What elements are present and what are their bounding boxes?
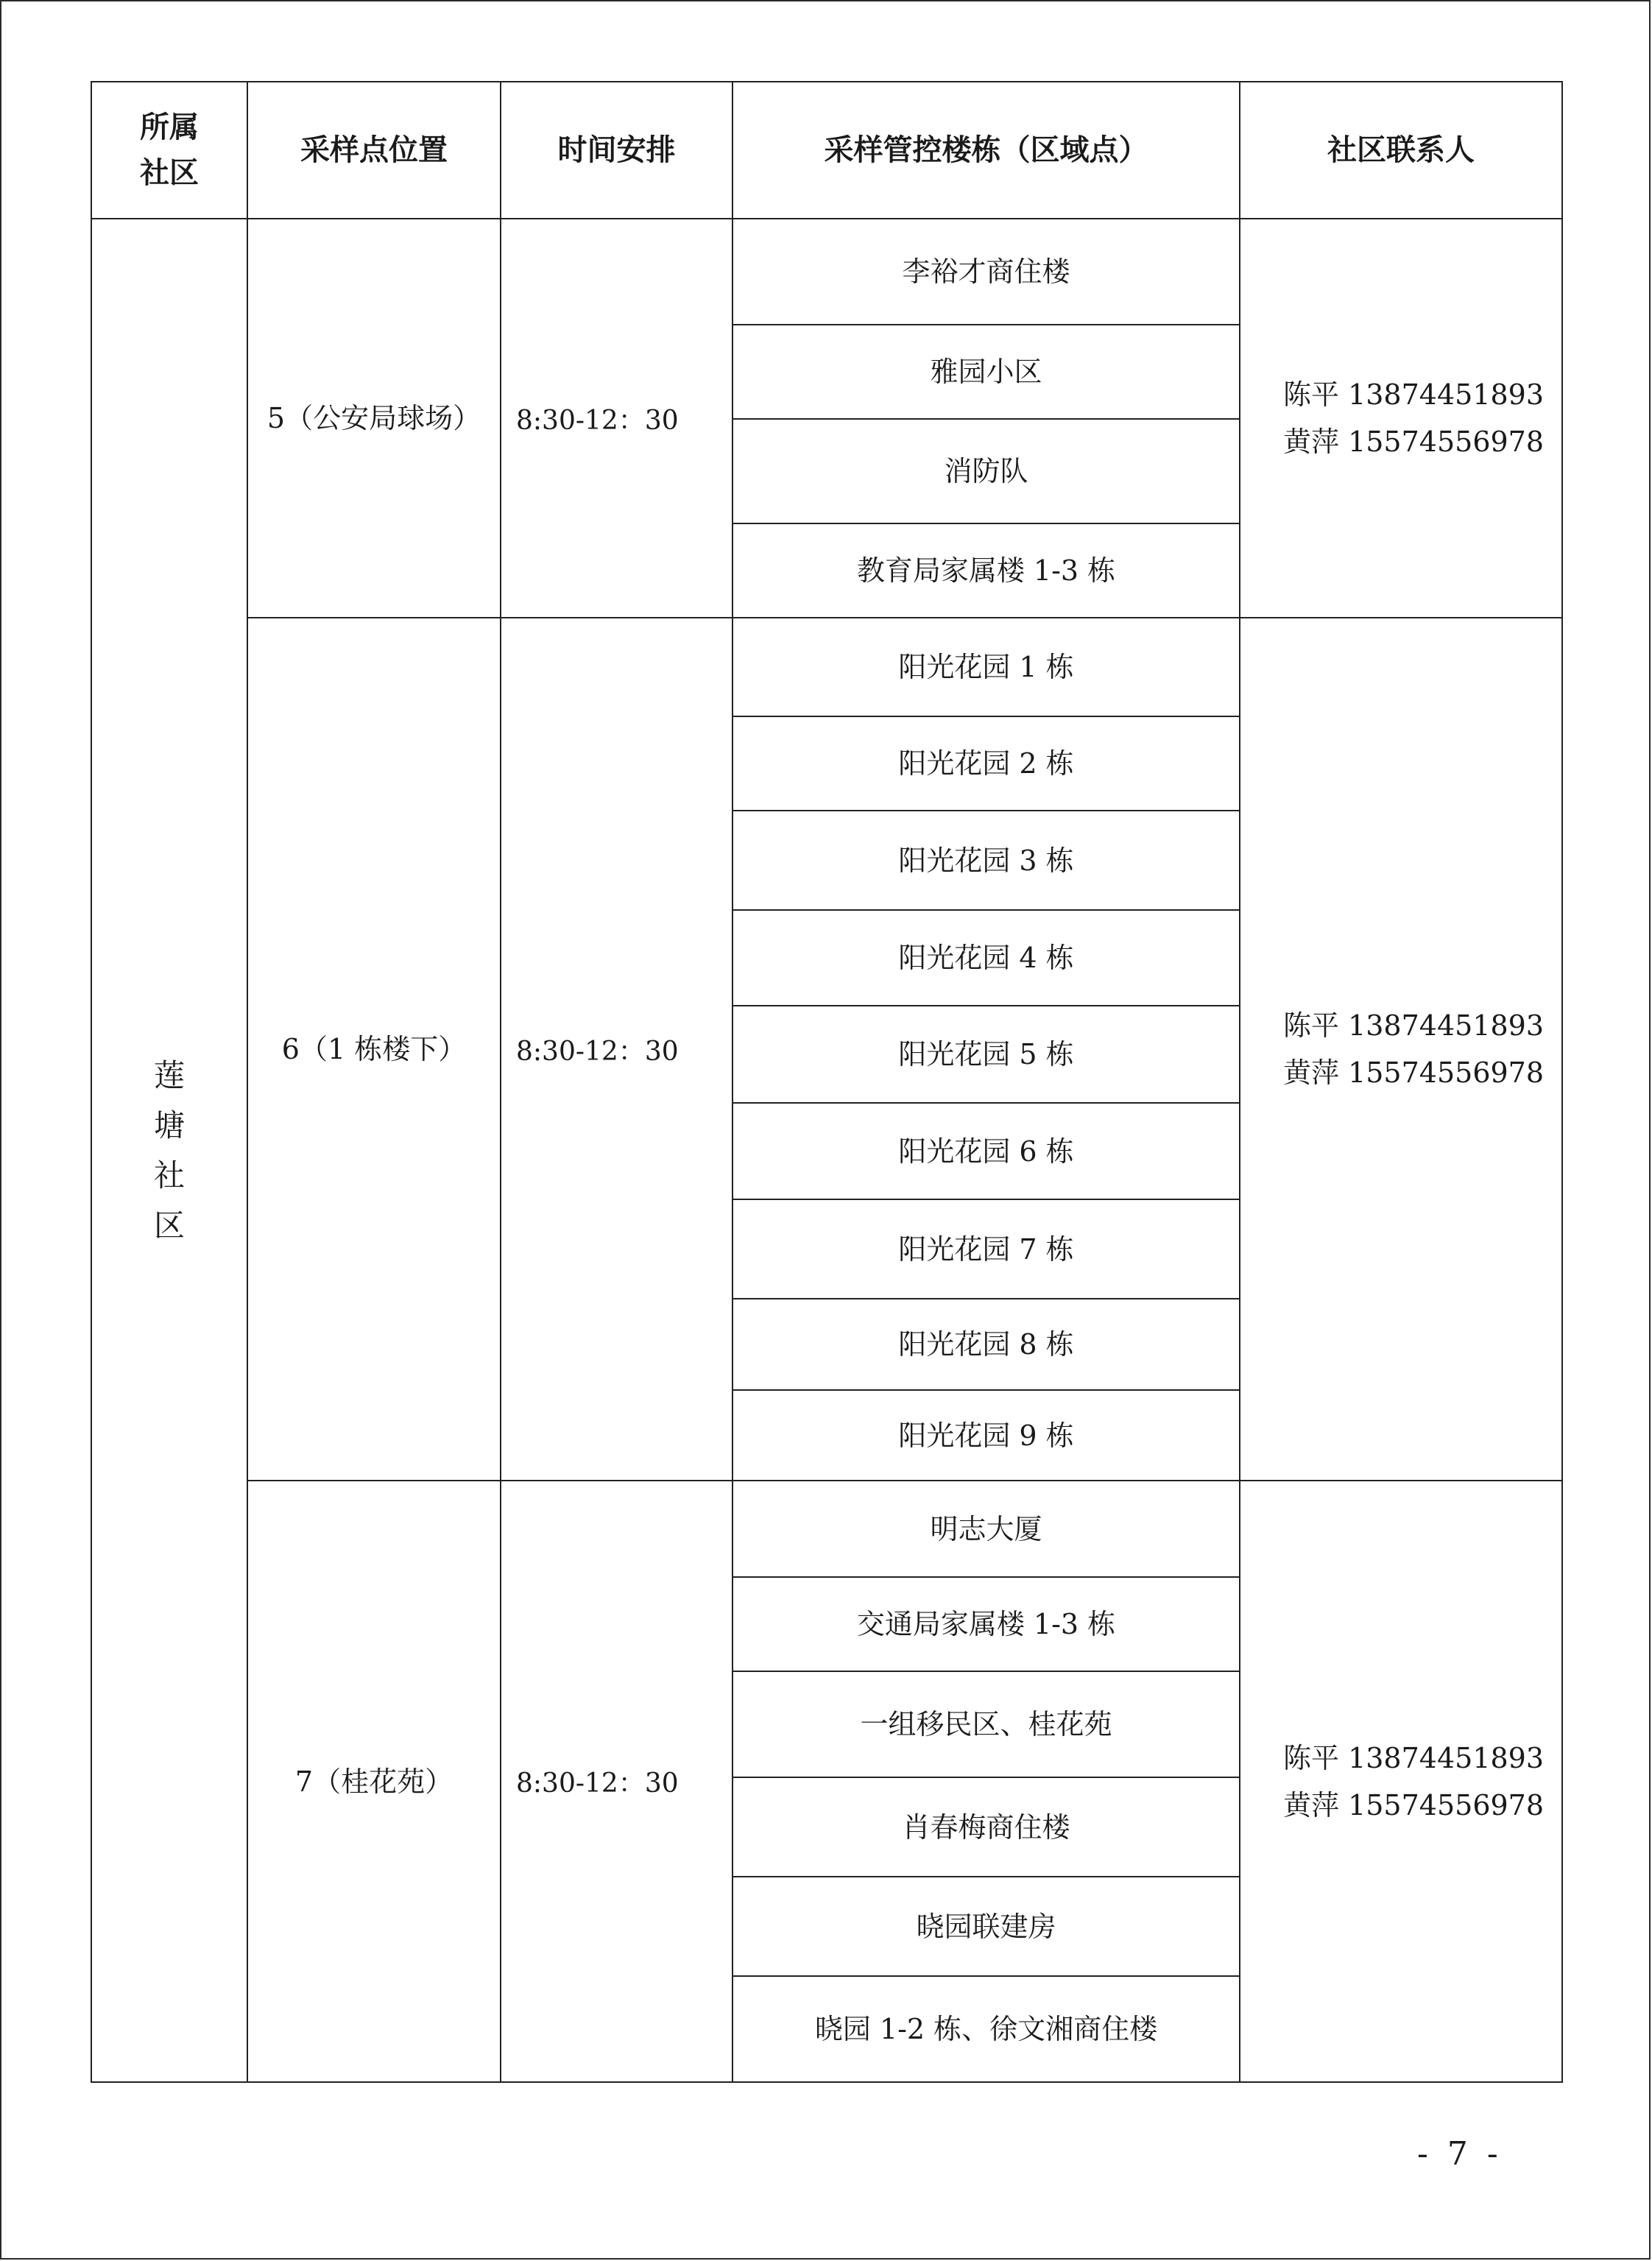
- building-item: 阳光花园 9 栋: [733, 1390, 1240, 1481]
- contact-info: 陈平 13874451893 黄萍 15574556978: [1240, 219, 1562, 618]
- time-schedule: 8:30-12：30: [501, 1481, 733, 2082]
- header-time: 时间安排: [501, 82, 733, 219]
- header-contact: 社区联系人: [1240, 82, 1562, 219]
- building-item: 教育局家属楼 1-3 栋: [733, 523, 1240, 618]
- building-item: 晓园联建房: [733, 1877, 1240, 1976]
- building-item: 晓园 1-2 栋、徐文湘商住楼: [733, 1976, 1240, 2082]
- building-item: 一组移民区、桂花苑: [733, 1671, 1240, 1777]
- building-item: 肖春梅商住楼: [733, 1777, 1240, 1877]
- building-item: 阳光花园 7 栋: [733, 1199, 1240, 1299]
- sampling-schedule-table: [91, 81, 1563, 2083]
- time-schedule: 8:30-12：30: [501, 618, 733, 1481]
- community-name: 莲 塘 社 区: [91, 219, 247, 2082]
- building-item: 阳光花园 5 栋: [733, 1006, 1240, 1103]
- table-row: [91, 1481, 1562, 1577]
- table-row: [91, 618, 1562, 716]
- building-item: 阳光花园 4 栋: [733, 910, 1240, 1006]
- site-location: 6（1 栋楼下）: [247, 618, 501, 1481]
- building-item: 阳光花园 3 栋: [733, 811, 1240, 910]
- site-location: 7（桂花苑）: [247, 1481, 501, 2082]
- time-schedule: 8:30-12：30: [501, 219, 733, 618]
- header-buildings: 采样管控楼栋（区域点）: [733, 82, 1240, 219]
- page-number: - 7 -: [1417, 2135, 1503, 2173]
- contact-info: 陈平 13874451893 黄萍 15574556978: [1240, 618, 1562, 1481]
- building-item: 雅园小区: [733, 325, 1240, 419]
- building-item: 阳光花园 6 栋: [733, 1103, 1240, 1199]
- contact-info: 陈平 13874451893 黄萍 15574556978: [1240, 1481, 1562, 2082]
- header-site: 采样点位置: [247, 82, 501, 219]
- building-item: 阳光花园 2 栋: [733, 716, 1240, 811]
- site-location: 5（公安局球场）: [247, 219, 501, 618]
- building-item: 李裕才商住楼: [733, 219, 1240, 325]
- building-item: 交通局家属楼 1-3 栋: [733, 1577, 1240, 1671]
- header-community: 所属社区: [91, 82, 247, 219]
- table-header-row: [91, 82, 1562, 219]
- table-row: [91, 219, 1562, 325]
- building-item: 明志大厦: [733, 1481, 1240, 1577]
- building-item: 消防队: [733, 419, 1240, 523]
- building-item: 阳光花园 1 栋: [733, 618, 1240, 716]
- building-item: 阳光花园 8 栋: [733, 1299, 1240, 1390]
